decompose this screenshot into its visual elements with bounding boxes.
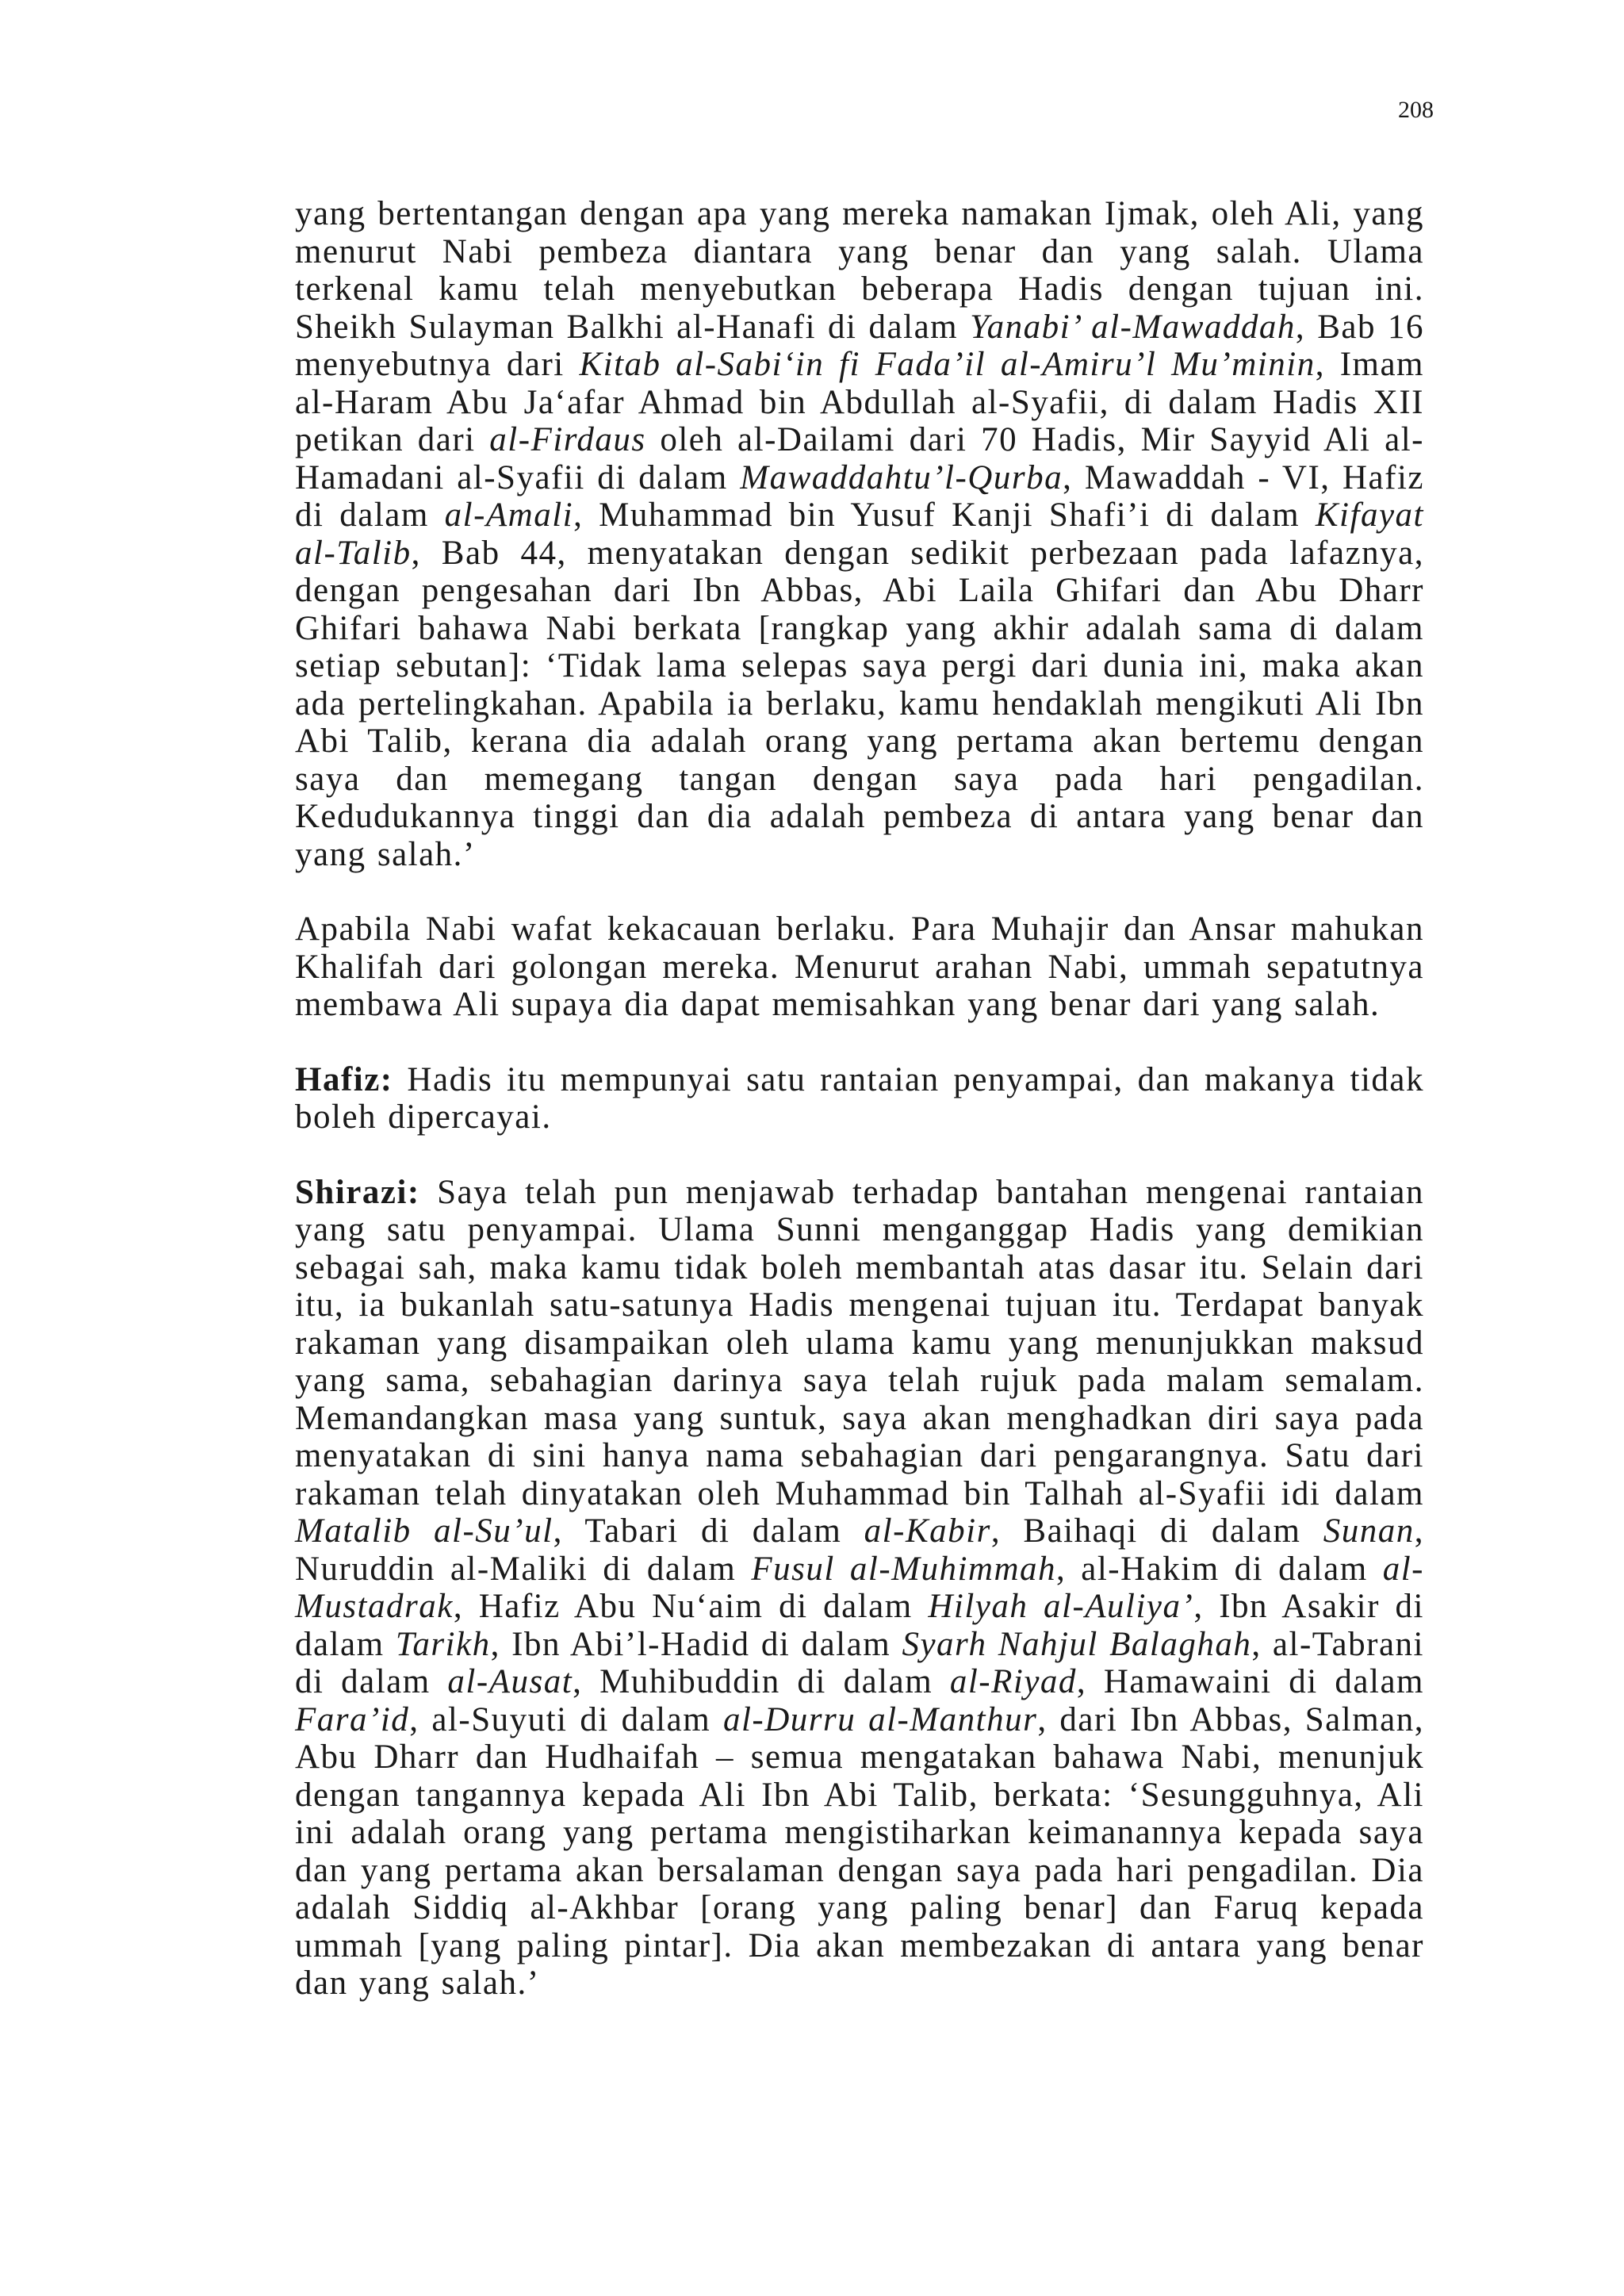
speaker-label: Shirazi: <box>295 1173 420 1211</box>
text-run: , Imam al-Haram Abu Ja‘afar Ahmad bin Abdullah al-Syafii, di dalam Hadis XII petikan dari <box>295 346 1424 458</box>
text-run: , al-Hakim di dalam <box>1056 1550 1383 1588</box>
text-run: , Hafiz Abu Nu‘aim di dalam <box>453 1588 929 1625</box>
book-title: Yanabi’ al-Mawaddah <box>970 308 1296 346</box>
book-title: al-Durru al-Manthur <box>722 1700 1038 1738</box>
book-title: al-Mustadrak <box>295 1550 1424 1625</box>
book-title: al-Ausat <box>447 1663 573 1700</box>
text-run: oleh al-Dailami dari 70 Hadis, Mir Sayyid Ali al-Hamadani al-Syafii di dalam <box>295 421 1424 496</box>
text-run: , Muhammad bin Yusuf Kanji Shafi’i di dalam <box>573 496 1316 534</box>
book-title: Mawaddahtu’l-Qurba <box>740 458 1063 496</box>
text-run: yang bertentangan dengan apa yang mereka namakan Ijmak, oleh Ali, yang menurut Nabi pembeza diantara yang benar dan yang salah. Ulama terkenal kamu telah menyebutkan beberapa Hadis dengan tujuan ini. Sheikh Sulayman Balkhi al-Hanafi di dalam <box>295 195 1424 346</box>
document-body <box>295 195 1424 2003</box>
paragraph-2 <box>295 910 1424 1024</box>
book-title: Hilyah al-Auliya’ <box>928 1588 1194 1625</box>
book-title: Kifayat al-Talib <box>295 496 1424 572</box>
text-run: Hadis itu mempunyai satu rantaian penyampai, dan makanya tidak boleh dipercayai. <box>295 1060 1424 1136</box>
speaker-label: Hafiz: <box>295 1060 393 1098</box>
text-run: , Muhibuddin di dalam <box>573 1663 950 1700</box>
paragraph-shirazi <box>295 1174 1424 2003</box>
book-title: al-Amali <box>444 496 574 534</box>
book-title: al-Riyad <box>949 1663 1077 1700</box>
text-run: , Baihaqi di dalam <box>990 1512 1323 1550</box>
text-run: , Ibn Abi’l-Hadid di dalam <box>490 1625 902 1663</box>
text-run: , al-Suyuti di dalam <box>409 1700 723 1738</box>
book-title: Kitab al-Sabi‘in fi Fada’il al-Amiru’l Mu’minin <box>579 346 1316 383</box>
text-run: , Mawaddah - VI, Hafiz di dalam <box>295 458 1424 534</box>
text-run: , Ibn Asakir di dalam <box>295 1588 1424 1663</box>
book-title: Sunan <box>1323 1512 1415 1550</box>
paragraph-hafiz <box>295 1061 1424 1137</box>
text-run: Apabila Nabi wafat kekacauan berlaku. Para Muhajir dan Ansar mahukan Khalifah dari golongan mereka. Menurut arahan Nabi, ummah sepatutnya membawa Ali supaya dia dapat memisahkan yang benar dari yang salah. <box>295 910 1424 1023</box>
text-run: , Bab 16 menyebutnya dari <box>295 308 1424 383</box>
text-run: , Nuruddin al-Maliki di dalam <box>295 1512 1424 1588</box>
book-title: Matalib al-Su’ul <box>295 1512 553 1550</box>
text-run: , Tabari di dalam <box>553 1512 864 1550</box>
paragraph-1 <box>295 195 1424 873</box>
text-run: Saya telah pun menjawab terhadap bantahan mengenai rantaian yang satu penyampai. Ulama Sunni menganggap Hadis yang demikian sebagai sah, maka kamu tidak boleh membantah atas dasar itu. Selain dari itu, ia bukanlah satu-satunya Hadis mengenai tujuan itu. Terdapat banyak rakaman yang disampaikan oleh ulama kamu yang menunjukkan maksud yang sama, sebahagian darinya saya telah rujuk pada malam semalam. Memandangkan masa yang suntuk, saya akan menghadkan diri saya pada menyatakan di sini hanya nama sebahagian dari pengarangnya. Satu dari rakaman telah dinyatakan oleh Muhammad bin Talhah al-Syafii idi dalam <box>295 1173 1424 1512</box>
book-title: al-Kabir <box>864 1512 991 1550</box>
text-run: , Bab 44, menyatakan dengan sedikit perbezaan pada lafaznya, dengan pengesahan dari Ibn Abbas, Abi Laila Ghifari dan Abu Dharr Ghifari bahawa Nabi berkata [rangkap yang akhir adalah sama di dalam setiap sebutan]: ‘Tidak lama selepas saya pergi dari dunia ini, maka akan ada pertelingkahan. Apabila ia berlaku, kamu hendaklah mengikuti Ali Ibn Abi Talib, kerana dia adalah orang yang pertama akan bertemu dengan saya dan memegang tangan dengan saya pada hari pengadilan. Kedudukannya tinggi dan dia adalah pembeza di antara yang benar dan yang salah.’ <box>295 534 1424 873</box>
text-run: , Hamawaini di dalam <box>1076 1663 1424 1700</box>
text-run: , dari Ibn Abbas, Salman, Abu Dharr dan Hudhaifah – semua mengatakan bahawa Nabi, menunjuk dengan tangannya kepada Ali Ibn Abi Talib, berkata: ‘Sesungguhnya, Ali ini adalah orang yang pertama mengistiharkan keimanannya kepada saya dan yang pertama akan bersalaman dengan saya pada hari pengadilan. Dia adalah Siddiq al-Akhbar [orang yang paling benar] dan Faruq kepada ummah [yang paling pintar]. Dia akan membezakan di antara yang benar dan yang salah.’ <box>295 1700 1425 2002</box>
text-run: , al-Tabrani di dalam <box>295 1625 1424 1700</box>
book-title: Syarh Nahjul Balaghah <box>902 1625 1252 1663</box>
book-title: al-Firdaus <box>489 421 646 458</box>
page-number: 208 <box>1398 97 1434 123</box>
book-title: Fusul al-Muhimmah <box>751 1550 1057 1588</box>
book-title: Tarikh <box>395 1625 491 1663</box>
book-title: Fara’id <box>295 1700 410 1738</box>
